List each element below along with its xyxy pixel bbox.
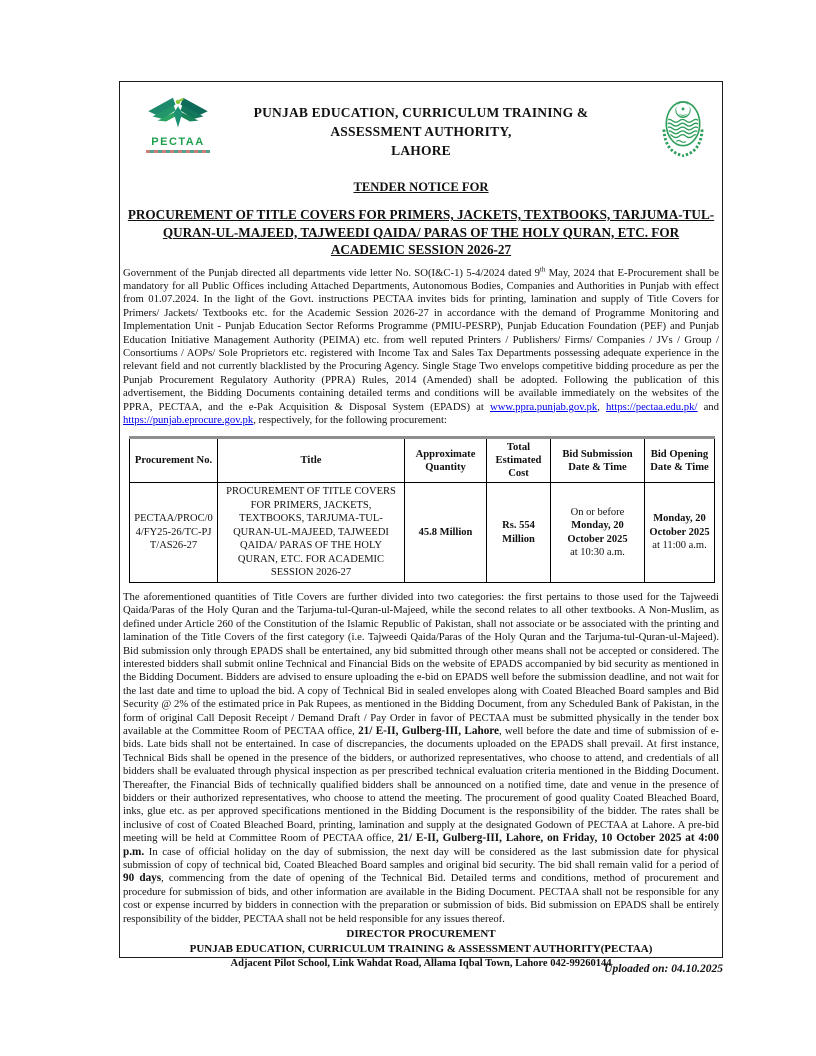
pectaa-logo-tagline bbox=[146, 150, 210, 153]
cell-total-cost: Rs. 554 Million bbox=[487, 483, 551, 583]
uploaded-on-label: Uploaded on: 04.10.2025 bbox=[604, 963, 723, 975]
signature-organization: PUNJAB EDUCATION, CURRICULUM TRAINING & ASSESSMENT AUTHORITY(PECTAA) bbox=[189, 943, 653, 956]
org-title-line-1: PUNJAB EDUCATION, CURRICULUM TRAINING & bbox=[253, 105, 589, 120]
document-header bbox=[123, 82, 719, 165]
pectaa-logo bbox=[139, 96, 217, 153]
pectaa-bird-icon bbox=[145, 96, 211, 130]
col-header-title: Title bbox=[218, 438, 405, 483]
org-title-line-3: LAHORE bbox=[391, 143, 451, 158]
table-header-row bbox=[130, 438, 715, 483]
col-header-total-cost: Total Estimated Cost bbox=[487, 438, 551, 483]
pectaa-logo-label: PECTAA bbox=[151, 136, 205, 148]
doc-link[interactable]: www.ppra.punjab.gov.pk bbox=[490, 400, 598, 413]
punjab-government-logo bbox=[657, 97, 709, 165]
body-paragraph: The aforementioned quantities of Title Covers are further divided into two categories: the first pertains to those used for the Tajweedi Qaida/Paras of the Holy Quran and the Tarjuma-tul-Quran-ul-Majeed, while the second relates to all other textbooks. A Non-Muslim, as defined under Article 260 of the Constitution of the Islamic Republic of Pakistan, shall not associate or be associated with the printing and lamination of the Title Covers of the first category (i.e. Tajweedi Qaida/Paras of the Holy Quran and the Tarjuma-tul-Quran-ul-Majeed). Bid submission only through EPADS shall be entertained, any bid submitted through other means shall not be accepted or considered. The interested bidders shall submit online Technical and Financial Bids on the website of EPADS accompanied by bid security as mentioned in the Bidding Document. Bidders are advised to ensure uploading the e-bid on EPADS well before the submission deadline, and not wait for the last date and time to upload the bid. A copy of Technical Bid in sealed envelopes along with Coated Bleached Board samples and Bid Security @ 2% of the estimated price in Pak Rupees, as mentioned in the Bidding Document, from any Scheduled Bank of Pakistan, in the form of original Call Deposit Receipt / Demand Draft / Pay Order in favor of PECTAA must be submitted physically in the tender box available at the Committee Room of PECTAA office, 21/ E-II, Gulberg-III, Lahore, well before the date and time of submission of e-bids. Late bids shall not be entertained. In case of discrepancies, the documents uploaded on the EPADS shall prevail. At first instance, Technical Bids shall be opened in the presence of the bidders, or authorized representatives, who choose to attend, and credentials of all bidders shall be evaluated through physical inspection as per prescribed technical evaluation criteria mentioned in the Bidding Document. Thereafter, the Financial Bids of technically qualified bidders shall be announced on a notified time, date and venue in the presence of bidders or their authorized representatives, who choose to attend the meeting. The procurement of good quality Coated Bleached Board, inks, glue etc. as per approved specifications mentioned in the Bidding Document is the responsibility of the bidder. The rates shall be inclusive of cost of Coated Bleached Board, printing, lamination and supply at the designated Godown of PECTAA at Lahore. A pre-bid meeting will be held at Committee Room of PECTAA office, 21/ E-II, Gulberg-III, Lahore, on Friday, 10 October 2025 at 4:00 p.m. In case of official holiday on the day of submission, the next day will be considered as the last submission date for physical submission of copy of technical bid, Coated Bleached Board samples and original bid security. The bid shall remain valid for a period of 90 days, commencing from the date of opening of the Technical Bid. Detailed terms and conditions, method of procurement and procedure for submission of bids, and other information are available in the Biding Document. PECTAA shall not be responsible for any cost or expense incurred by bidders in connection with the preparation or submission of bids. Bid submission on EPADS shall be entirely responsibility of the bidder, PECTAA shall not be held responsible for any issues thereof. bbox=[123, 590, 720, 925]
notice-title: PROCUREMENT OF TITLE COVERS FOR PRIMERS, JACKETS, TEXTBOOKS, TARJUMA-TUL-QURAN-UL-MAJEED, TAJWEEDI QAIDA/ PARAS OF THE HOLY QURAN, ETC. FOR ACADEMIC SESSION 2026-27 bbox=[127, 207, 715, 257]
col-header-procurement-no: Procurement No. bbox=[130, 438, 218, 483]
signature-address: Adjacent Pilot School, Link Wahdat Road, Allama Iqbal Town, Lahore 042-99260144 bbox=[230, 958, 612, 970]
punjab-crest-icon bbox=[657, 97, 709, 160]
col-header-bid-submission: Bid Submission Date & Time bbox=[551, 438, 645, 483]
intro-paragraph: Government of the Punjab directed all departments vide letter No. SO(I&C-1) 5-4/2024 dated 9th May, 2024 that E-Procurement shall be mandatory for all Public Offices including Attached Departments, Autonomous Bodies, Companies and Authorities in Punjab with effect from 01.07.2024. In the light of the Govt. instructions PECTAA invites bids for printing, lamination and supply of Title Covers for Primers/ Jackets/ Textbooks etc. for the Academic Session 2026-27 in accordance with the demand of Programme Monitoring and Implementation Unit - Punjab Education Sector Reforms Programme (PMIU-PESRP), Punjab Education Foundation (PEF) and Punjab Education Initiative Management Authority (PEIMA) etc. from well reputed Printers / Publishers/ Firms/ Companies / JVs / Group / Consortiums / AOPs/ Sole Proprietors etc. registered with Income Tax and Sales Tax Departments possessing adequate experience in the relevant field and not currently blacklisted by the Procuring Agency. Single Stage Two envelops competitive bidding procedure as per the Punjab Procurement Regulatory Authority (PPRA) Rules, 2014 (Amended) shall be adopted. Following the publication of this advertisement, the Bidding Documents containing detailed terms and conditions will be available immediately on the websites of the PPRA, PECTAA, and the e-Pak Acquisition & Disposal System (EPADS) at www.ppra.punjab.gov.pk, https://pectaa.edu.pk/ and https://punjab.eprocure.gov.pk, respectively, for the following procurement: bbox=[123, 264, 719, 426]
doc-link[interactable]: https://punjab.eprocure.gov.pk bbox=[123, 413, 254, 426]
cell-approx-quantity: 45.8 Million bbox=[405, 483, 487, 583]
col-header-approx-quantity: Approximate Quantity bbox=[405, 438, 487, 483]
cell-bid-opening: Monday, 20 October 2025 at 11:00 a.m. bbox=[645, 483, 715, 583]
doc-link[interactable]: https://pectaa.edu.pk/ bbox=[606, 400, 698, 413]
procurement-table bbox=[129, 436, 715, 583]
signature-director: DIRECTOR PROCUREMENT bbox=[346, 928, 496, 941]
cell-procurement-no: PECTAA/PROC/04/FY25-26/TC-PJT/AS26-27 bbox=[130, 483, 218, 583]
cell-bid-submission: On or before Monday, 20 October 2025 at 10:30 a.m. bbox=[551, 483, 645, 583]
org-title-line-2: ASSESSMENT AUTHORITY, bbox=[330, 124, 512, 139]
col-header-bid-opening: Bid Opening Date & Time bbox=[645, 438, 715, 483]
table-row bbox=[130, 483, 715, 583]
tender-notice-label: TENDER NOTICE FOR bbox=[353, 180, 489, 194]
cell-title: PROCUREMENT OF TITLE COVERS FOR PRIMERS, JACKETS, TEXTBOOKS, TARJUMA-TUL-QURAN-UL-MAJEED, TAJWEEDI QAIDA/ PARAS OF THE HOLY QURAN, ETC. FOR ACADEMIC SESSION 2026-27 bbox=[218, 483, 405, 583]
